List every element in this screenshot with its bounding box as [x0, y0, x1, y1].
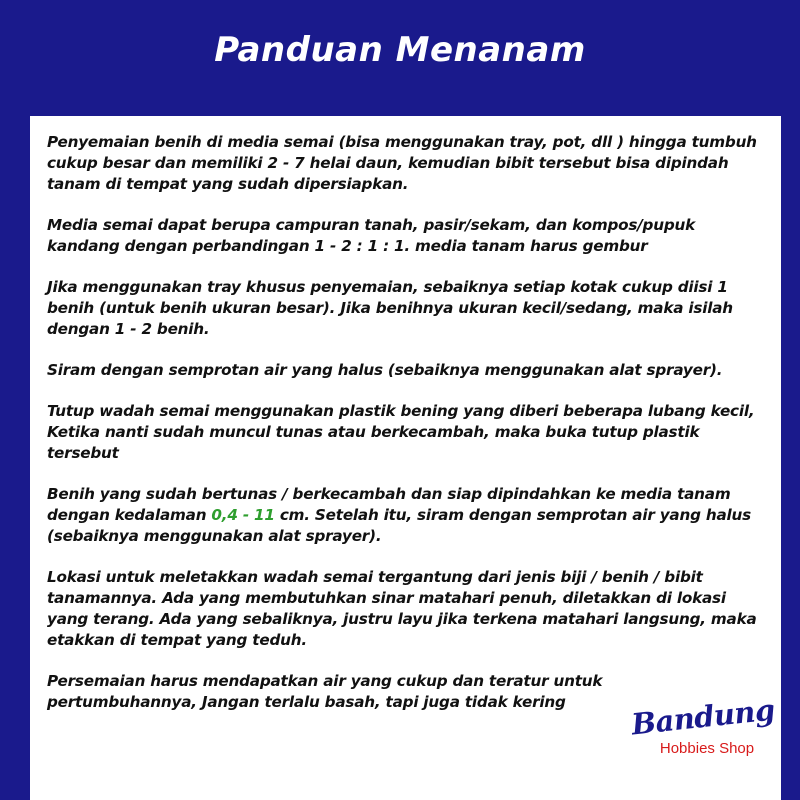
shop-logo [628, 692, 778, 780]
paragraph-6 [47, 484, 767, 547]
paragraph-1: Penyemaian benih di media semai (bisa menggunakan tray, pot, dll ) hingga tumbuh cukup besar dan memiliki 2 - 7 helai daun, kemudian bibit tersebut bisa dipindah tanam di tempat yang sudah dipersiapkan. [47, 133, 757, 193]
paragraph-7: Lokasi untuk meletakkan wadah semai tergantung dari jenis biji / benih / bibit tanamannya. Ada yang membutuhkan sinar matahari penuh, diletakkan di lokasi yang terang. Ada yang sebaliknya, justru layu jika terkena matahari langsung, maka etakkan di tempat yang teduh. [47, 568, 757, 649]
logo-main-text: Bandung [629, 692, 777, 742]
logo-sub-text: Hobbies Shop [659, 740, 755, 757]
paragraph-6-before: Benih yang sudah bertunas / berkecambah dan siap dipindahkan ke media tanam dengan kedalaman [47, 485, 731, 524]
paragraph-6-after: cm. Setelah itu, siram dengan semprotan air yang halus (sebaiknya menggunakan alat sprayer). [47, 506, 751, 545]
paragraph-2: Media semai dapat berupa campuran tanah, pasir/sekam, dan kompos/pupuk kandang dengan perbandingan 1 - 2 : 1 : 1. media tanam harus gembur [47, 216, 696, 255]
paragraph-4: Siram dengan semprotan air yang halus (sebaiknya menggunakan alat sprayer). [47, 361, 723, 379]
depth-highlight: 0,4 - 11 [211, 506, 275, 524]
paragraph-5: Tutup wadah semai menggunakan plastik bening yang diberi beberapa lubang kecil, Ketika nanti sudah muncul tunas atau berkecambah, maka buka tutup plastik tersebut [47, 402, 755, 462]
page-title: Panduan Menanam [214, 30, 586, 70]
paragraph-3: Jika menggunakan tray khusus penyemaian, sebaiknya setiap kotak cukup diisi 1 benih (untuk benih ukuran besar). Jika benihnya ukuran kecil/sedang, maka isilah dengan 1 - 2 benih. [47, 278, 733, 338]
paragraph-8: Persemaian harus mendapatkan air yang cukup dan teratur untuk pertumbuhannya, Jangan terlalu basah, tapi juga tidak kering [47, 672, 603, 711]
content-panel [30, 116, 781, 800]
